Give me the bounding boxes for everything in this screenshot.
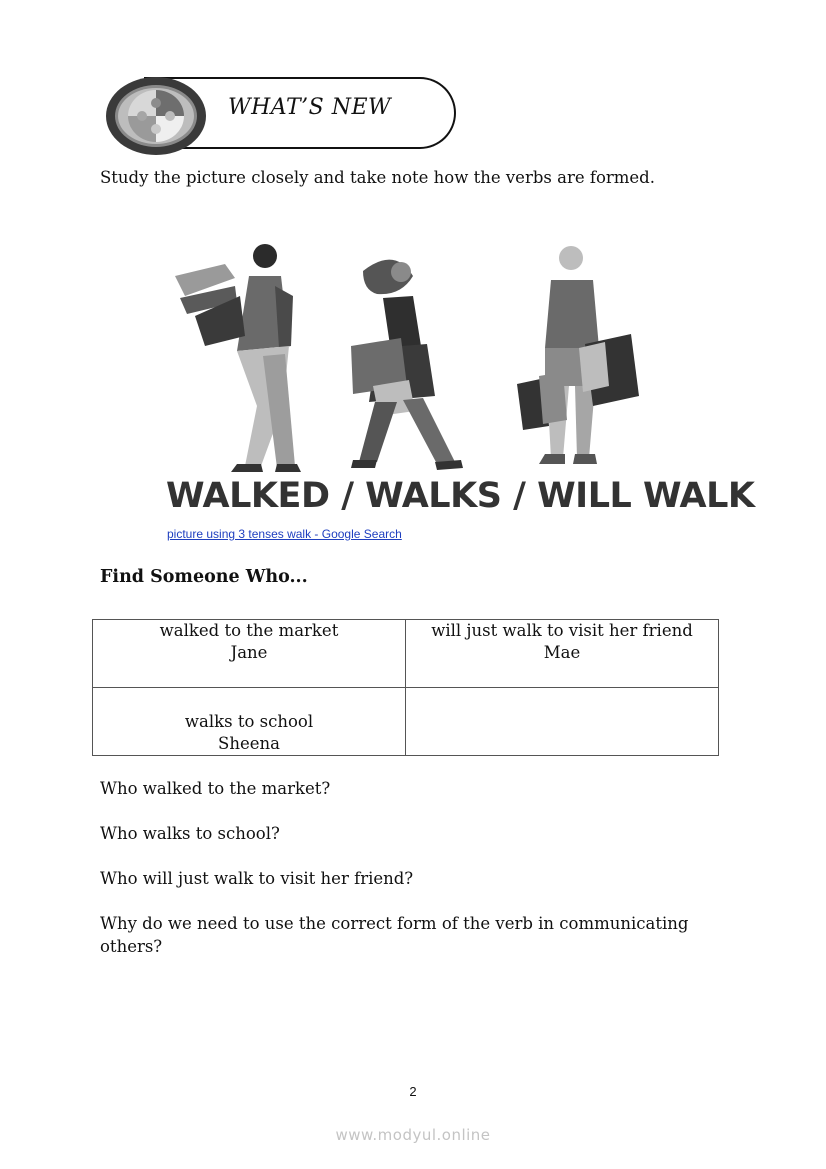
table-row <box>93 620 719 688</box>
puzzle-icon <box>104 76 208 156</box>
cell-name: Mae <box>543 643 581 662</box>
question-2: Who walks to school? <box>100 824 280 843</box>
intro-instruction: Study the picture closely and take note how the verbs are formed. <box>100 168 655 187</box>
table-cell <box>93 620 406 688</box>
woman-standing-figure <box>517 246 639 464</box>
image-source-link[interactable]: picture using 3 tenses walk - Google Search <box>167 527 402 541</box>
site-watermark: www.modyul.online <box>335 1126 491 1144</box>
activity-heading: Find Someone Who... <box>100 567 308 587</box>
man-walking-figure <box>175 244 301 472</box>
cell-activity: walked to the market <box>159 621 339 640</box>
section-title: WHAT’S NEW <box>228 95 392 120</box>
cell-name: Sheena <box>218 734 280 753</box>
table-row <box>93 688 719 756</box>
find-someone-table <box>92 619 719 756</box>
table-cell-empty <box>406 688 719 756</box>
question-4: Why do we need to use the correct form of the verb in communicating others? <box>100 914 689 956</box>
cell-activity: will just walk to visit her friend <box>431 621 693 640</box>
section-banner <box>104 76 458 154</box>
tense-caption: WALKED / WALKS / WILL WALK <box>166 476 755 516</box>
question-3: Who will just walk to visit her friend? <box>100 869 414 888</box>
table-cell <box>93 688 406 756</box>
page-number: 2 <box>409 1084 417 1099</box>
cell-name: Jane <box>230 643 268 662</box>
table-cell <box>406 620 719 688</box>
cell-activity: walks to school <box>184 712 314 731</box>
question-1: Who walked to the market? <box>100 779 331 798</box>
woman-walking-figure <box>351 260 463 470</box>
